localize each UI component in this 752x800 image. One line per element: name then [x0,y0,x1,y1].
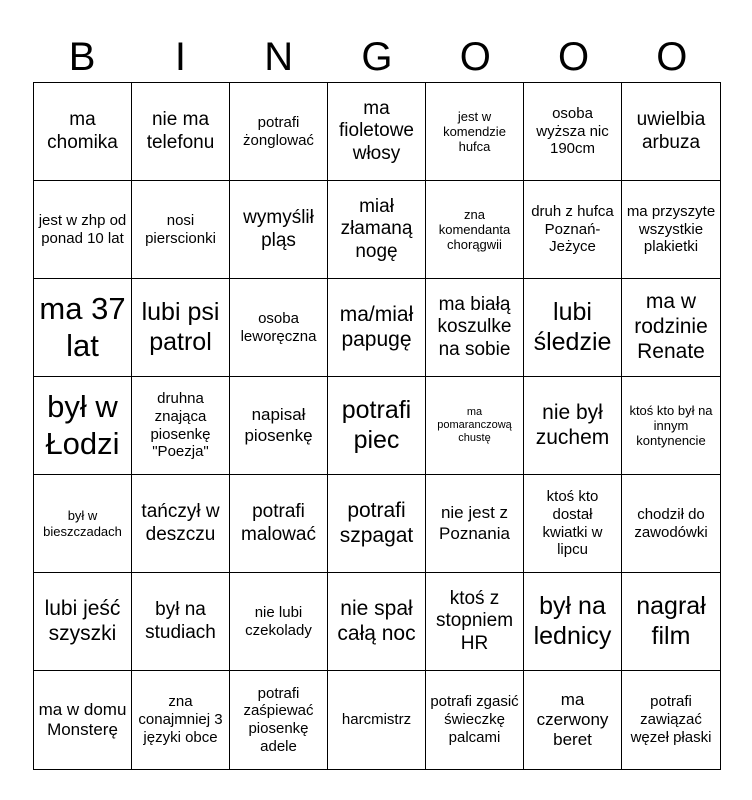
bingo-cell[interactable]: ktoś kto dostał kwiatki w lipcu [524,475,622,573]
bingo-cell[interactable]: osoba wyższa nic 190cm [524,83,622,181]
bingo-cell[interactable]: nie lubi czekolady [230,573,328,671]
bingo-cell[interactable]: ktoś kto był na innym kontynencie [622,377,720,475]
bingo-cell[interactable]: nosi pierscionki [132,181,230,279]
bingo-cell[interactable]: jest w zhp od ponad 10 lat [34,181,132,279]
bingo-cell[interactable]: był w bieszczadach [34,475,132,573]
bingo-cell[interactable]: lubi psi patrol [132,279,230,377]
bingo-cell[interactable]: harcmistrz [328,671,426,769]
header-letter: O [459,35,491,79]
bingo-cell[interactable]: ma przyszyte wszystkie plakietki [622,181,720,279]
bingo-cell[interactable]: nie jest z Poznania [426,475,524,573]
bingo-cell[interactable]: ma w domu Monsterę [34,671,132,769]
bingo-cell[interactable]: potrafi żonglować [230,83,328,181]
bingo-cell[interactable]: ma w rodzinie Renate [622,279,720,377]
bingo-cell[interactable]: ktoś z stopniem HR [426,573,524,671]
bingo-cell[interactable]: osoba leworęczna [230,279,328,377]
bingo-cell[interactable]: nie spał całą noc [328,573,426,671]
bingo-cell[interactable]: ma białą koszulke na sobie [426,279,524,377]
bingo-cell[interactable]: lubi śledzie [524,279,622,377]
bingo-cell[interactable]: potrafi zawiązać węzeł płaski [630,693,712,746]
bingo-cell[interactable]: druhna znająca piosenkę "Poezja" [132,377,230,475]
header-letter: G [361,35,393,79]
bingo-cell[interactable]: zna komendanta chorągwii [426,181,524,279]
bingo-cell[interactable]: potrafi szpagat [328,475,426,573]
bingo-cell[interactable]: chodził do zawodówki [622,475,720,573]
bingo-cell[interactable]: ma/miał papugę [328,279,426,377]
bingo-cell[interactable]: nagrał film [622,573,720,671]
bingo-cell[interactable]: ma czerwony beret [524,671,622,769]
bingo-cell[interactable]: uwielbia arbuza [622,83,720,181]
bingo-header [33,32,721,82]
bingo-cell[interactable]: ma 37 lat [34,279,132,377]
bingo-cell[interactable]: nie ma telefonu [132,83,230,181]
bingo-cell[interactable]: ma fioletowe włosy [328,83,426,181]
header-letter: O [558,35,590,79]
header-letter: I [174,35,186,79]
bingo-cell[interactable]: potrafi malować [230,475,328,573]
header-letter: O [656,35,688,79]
bingo-cell[interactable]: miał złamaną nogę [328,181,426,279]
bingo-cell[interactable]: ma chomika [34,83,132,181]
bingo-cell[interactable]: jest w komendzie hufca [426,83,524,181]
bingo-cell[interactable]: napisał piosenkę [230,377,328,475]
bingo-cell[interactable]: ma pomaranczową chustę [426,377,524,475]
header-letter: N [264,35,294,79]
bingo-cell[interactable]: tańczył w deszczu [132,475,230,573]
bingo-cell[interactable]: wymyślił pląs [230,181,328,279]
bingo-cell[interactable]: lubi jeść szyszki [34,573,132,671]
header-letter: B [68,35,96,79]
bingo-cell[interactable]: nie był zuchem [524,377,622,475]
bingo-cell[interactable]: był w Łodzi [34,377,132,475]
bingo-cell[interactable]: potrafi piec [328,377,426,475]
bingo-grid [33,82,721,770]
bingo-cell[interactable]: był na studiach [132,573,230,671]
bingo-cell[interactable]: zna conajmniej 3 języki obce [132,671,230,769]
bingo-cell[interactable]: potrafi zgasić świeczkę palcami [426,671,524,769]
bingo-cell[interactable]: potrafi zaśpiewać piosenkę adele [230,671,328,769]
bingo-cell[interactable]: druh z hufca Poznań-Jeżyce [524,181,622,279]
bingo-cell[interactable]: był na lednicy [524,573,622,671]
